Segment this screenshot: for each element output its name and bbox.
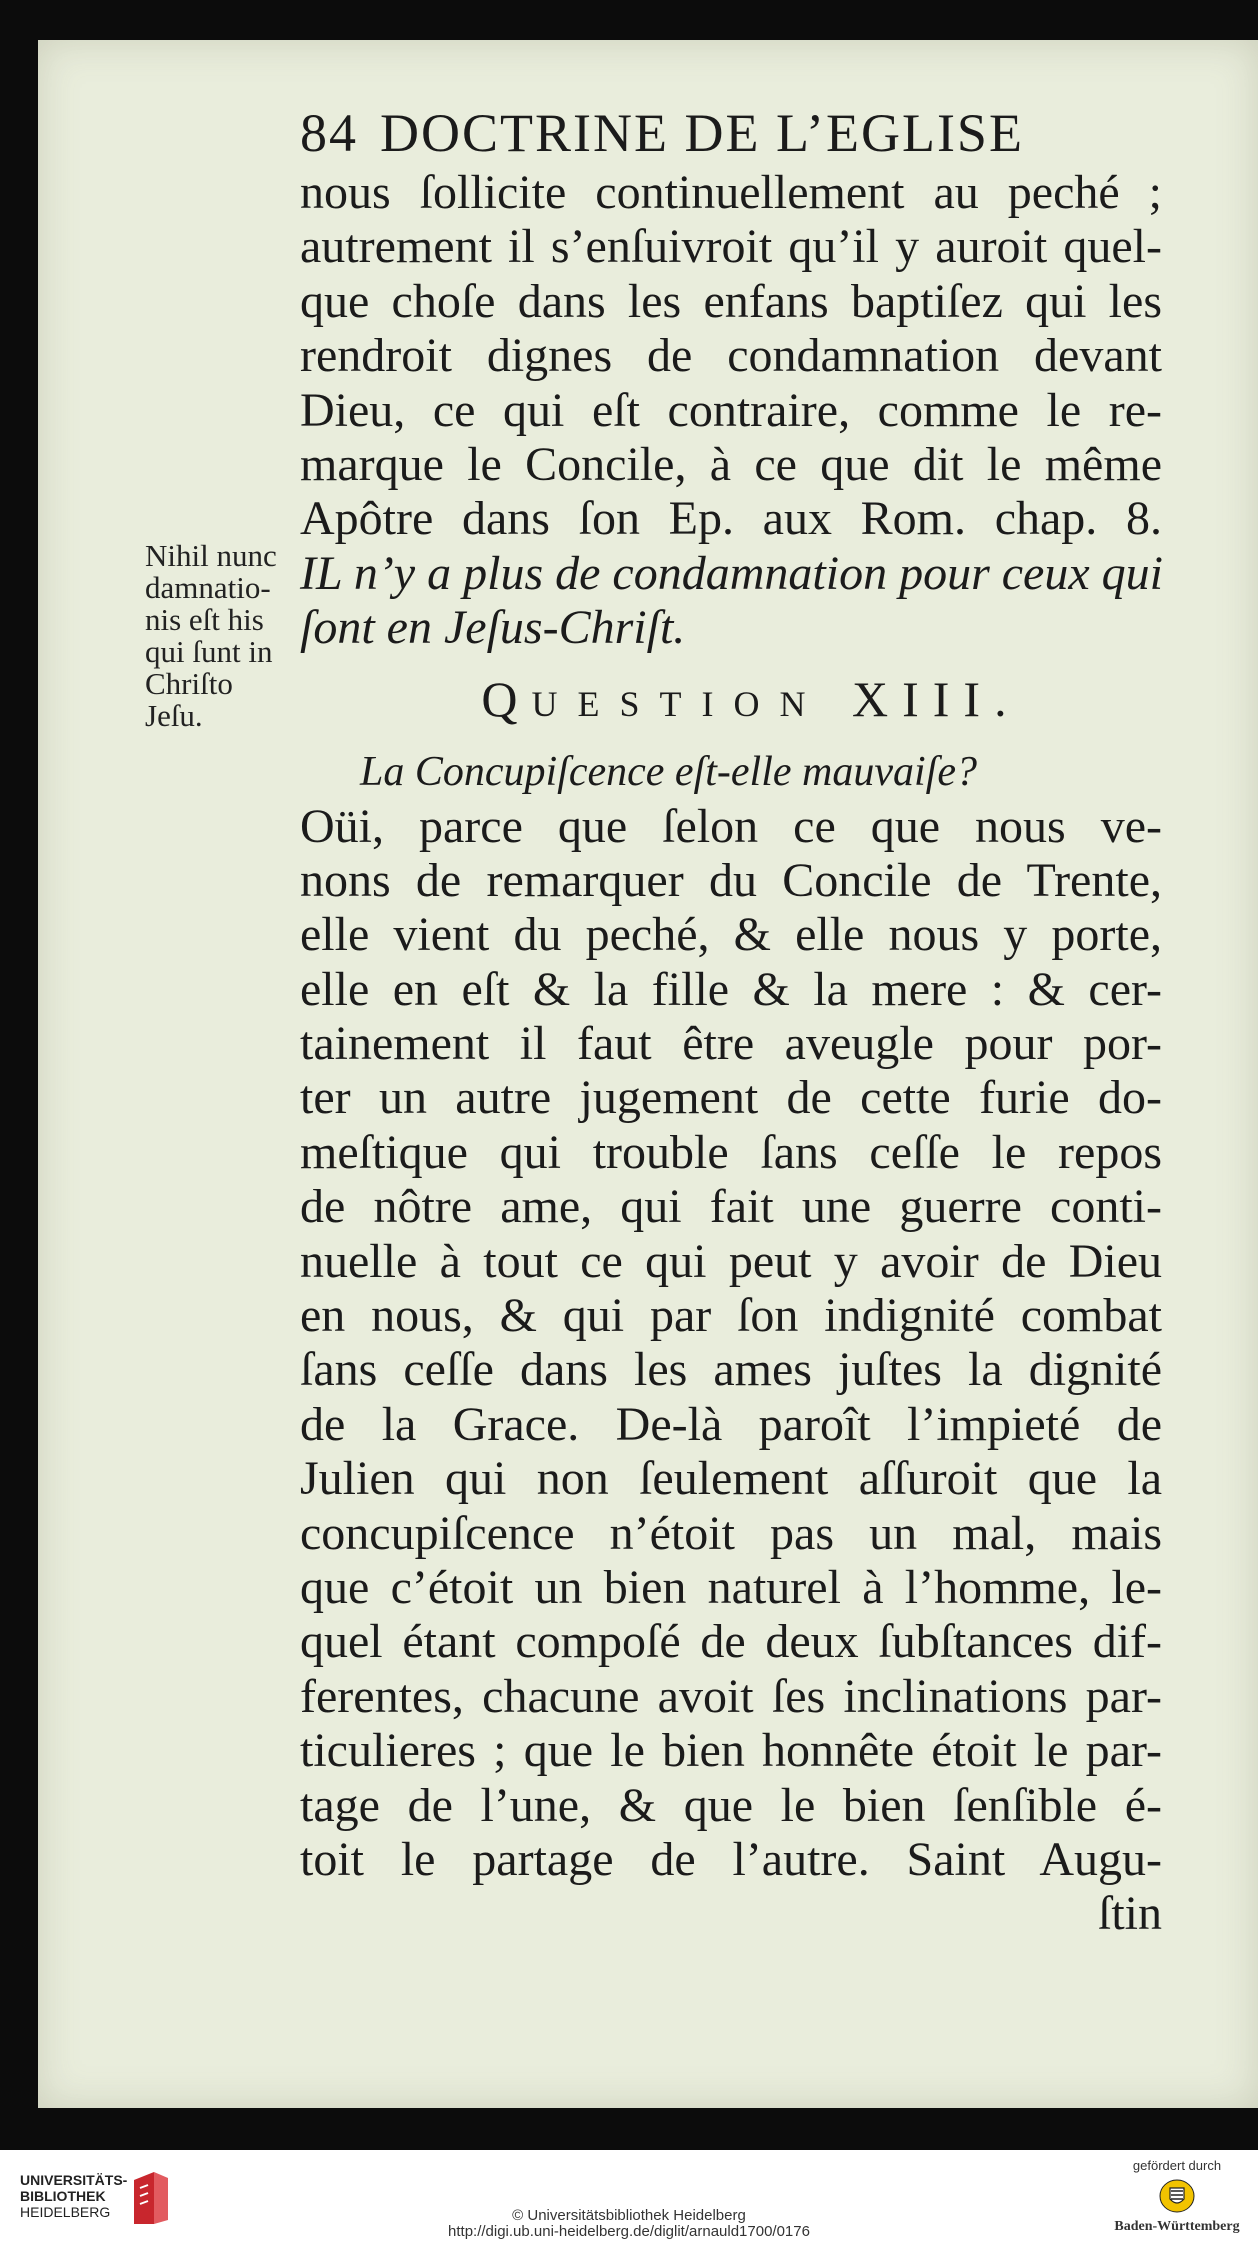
text-line: Dieu, ce qui eſt contraire, comme le re- (300, 383, 1162, 437)
text-line: quel étant compoſé de deux ſubſtances dif- (300, 1615, 1162, 1669)
sponsor-block (1112, 2158, 1242, 2235)
text-line: Julien qui non ſeulement aſſuroit que la (300, 1452, 1162, 1506)
text-line: Oüi, parce que ſelon ce que nous ve- (300, 799, 1162, 853)
running-header (300, 100, 1162, 166)
text-line: ticulieres ; que le bien honnête étoit le par- (300, 1724, 1162, 1778)
sponsor-label: gefördert durch (1132, 2158, 1222, 2173)
library-name-line: BIBLIOTHEK (20, 2188, 106, 2204)
text-line: Apôtre dans ſon Ep. aux Rom. chap. 8. (300, 492, 1162, 546)
text-line: de nôtre ame, qui fait une guerre conti- (300, 1180, 1162, 1234)
sponsor-name: Baden-Württemberg (1114, 2219, 1240, 2234)
library-name-line: HEIDELBERG (20, 2204, 111, 2220)
text-line: toit le partage de l’autre. Saint Augu- (300, 1832, 1162, 1886)
coat-of-arms-icon (1159, 2179, 1195, 2213)
copyright-text: © Universitätsbibliothek Heidelberg (512, 2207, 746, 2224)
copyright-notice (0, 2208, 1258, 2240)
catchword: ſtin (1097, 1887, 1162, 1941)
margin-note-line: qui ſunt in (145, 634, 273, 669)
question-word: UESTION (531, 683, 826, 724)
question-number: XIII. (852, 670, 1021, 727)
text-line: elle vient du peché, & elle nous y porte, (300, 908, 1162, 962)
text-line: tainement il faut être aveugle pour por- (300, 1017, 1162, 1071)
text-line: meſtique qui trouble ſans ceſſe le repos (300, 1125, 1162, 1179)
text-line: ter un autre jugement de cette furie do- (300, 1071, 1162, 1125)
italic-quote-line: IL n’y a plus de condamnation pour ceux qui (300, 546, 1163, 600)
text-line: ferentes, chacune avoit ſes inclinations par- (300, 1669, 1162, 1723)
margin-note-line: Chriſto (145, 666, 233, 701)
text-line: nuelle à tout ce qui peut y avoir de Dieu (300, 1234, 1162, 1288)
text-line: rendroit dignes de condamnation devant (300, 329, 1162, 383)
text-line: nous ſollicite continuellement au peché ; (300, 166, 1162, 219)
text-line: marque le Concile, à ce que dit le même (300, 437, 1162, 491)
text-line: ſans ceſſe dans les ames juſtes la dignité (300, 1343, 1162, 1397)
text-line: autrement il s’enſuivroit qu’il y auroit quel- (300, 220, 1162, 274)
question-initial: Q (481, 670, 532, 727)
viewer-footer (0, 2150, 1258, 2242)
text-line: elle en eſt & la fille & la mere : & cer- (300, 962, 1162, 1016)
margin-note-line: Jeſu. (145, 698, 203, 733)
library-name-line: UNIVERSITÄTS- (20, 2172, 128, 2188)
text-line: nons de remarquer du Concile de Trente, (300, 853, 1162, 907)
running-title: DOCTRINE DE L’EGLISE (380, 103, 1024, 163)
margin-note-line: Nihil nunc (145, 538, 277, 573)
text-line: tage de l’une, & que le bien ſenſible é- (300, 1778, 1162, 1832)
text-block (300, 100, 1162, 1942)
text-line: de la Grace. De-là paroît l’impieté de (300, 1397, 1162, 1451)
question-subtitle: La Concupiſcence eſt-elle mauvaiſe? (360, 748, 977, 795)
question-heading (340, 664, 1162, 734)
margin-note (145, 540, 295, 732)
page-number: 84 (300, 103, 358, 163)
text-line: que choſe dans les enfans baptiſez qui les (300, 274, 1162, 328)
text-line: en nous, & qui par ſon indignité combat (300, 1289, 1162, 1343)
permalink[interactable]: http://digi.ub.uni-heidelberg.de/diglit/arnauld1700/0176 (448, 2223, 810, 2240)
text-line: que c’étoit un bien naturel à l’homme, le- (300, 1560, 1162, 1614)
margin-note-line: nis eſt his (145, 602, 264, 637)
italic-quote-line: ſont en Jeſus-Chriſt. (300, 601, 686, 655)
text-line: concupiſcence n’étoit pas un mal, mais (300, 1506, 1162, 1560)
margin-note-line: damnatio- (145, 570, 271, 605)
